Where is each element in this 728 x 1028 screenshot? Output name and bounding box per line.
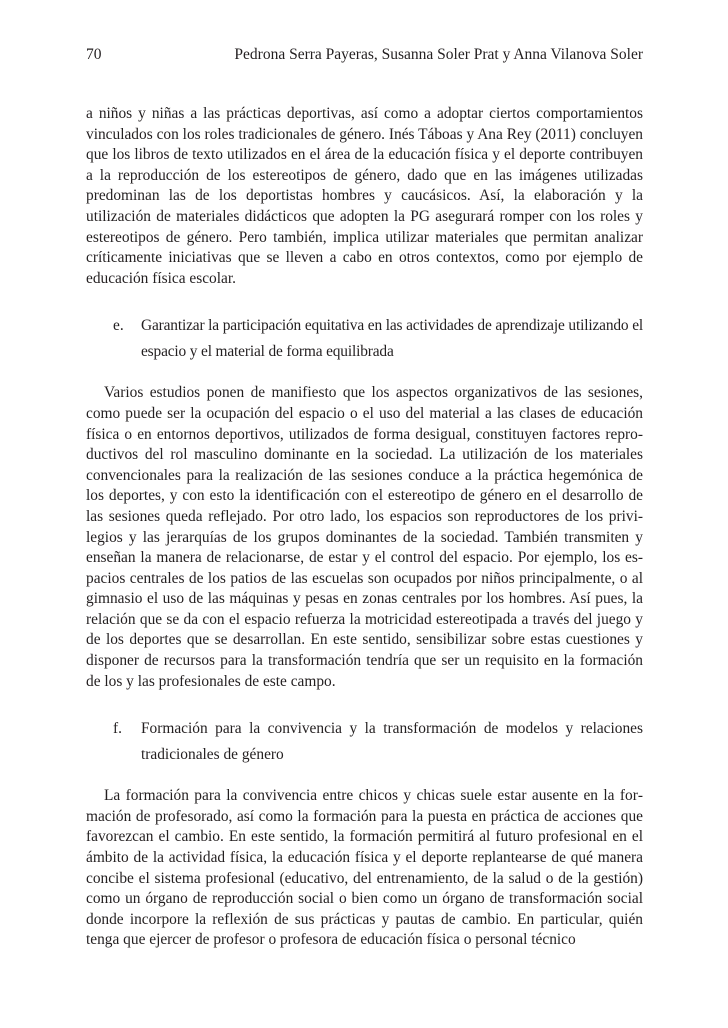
page-number: 70 — [86, 46, 102, 63]
list-item-text: Formación para la convivencia y la transformación de modelos y relaciones tradicionales de género — [141, 720, 643, 763]
running-head: Pedrona Serra Payeras, Susanna Soler Prat y Anna Vilanova Soler — [234, 46, 643, 63]
paragraph-3: La formación para la convivencia entre chicos y chicas suele estar ausente en la formación de profesorado, así como la formación para la puesta en práctica de acciones que favorezcan el cambio. En este sentido, la formación permitirá al futuro profesional en el ámbito de la actividad física, la educación física y el deporte replantearse de qué manera concibe el sistema profesional (educativo, del entrenamiento, de la salud o de la gestión) como un órgano de reproducción social o bien como un órgano de transformación social donde incorpore la reflexión de sus prácticas y pautas de cambio. En particular, quién tenga que ejercer de profesor o profesora de educación física o personal técnico — [86, 787, 643, 949]
list-item-label: e. — [113, 317, 124, 335]
list-item-f — [86, 716, 643, 767]
list-item-label: f. — [113, 720, 122, 738]
page-header — [86, 46, 643, 70]
page-body — [86, 104, 643, 951]
list-item-text: Garantizar la participación equitativa en las actividades de aprendizaje utilizando el espacio y el material de forma equilibrada — [141, 317, 643, 360]
paragraph-2: Varios estudios ponen de manifiesto que los aspectos organizativos de las sesiones, como puede ser la ocupación del espacio o el uso del material a las clases de educación física o en entornos deportivos, utilizados de forma desigual, constituyen factores reproductivos del rol masculino dominante en la sociedad. La utilización de los materiales convencionales para la realización de las sesiones conduce a la práctica hegemónica de los deportes, y con esto la identificación con el estereotipo de género en el desarrollo de las sesiones queda reflejado. Por otro lado, los espacios son reproductores de los privilegios y las jerarquías de los grupos dominantes de la sociedad. También transmiten y enseñan la manera de relacionarse, de estar y el control del espacio. Por ejemplo, los espacios centrales de los patios de las escuelas son ocupados por niños principalmente, o al gimnasio el uso de las máquinas y pesas en zonas centrales por los hombres. Así pues, la relación que se da con el espacio refuerza la motricidad estereotipada a través del juego y de los deportes que se desarrollan. En este sentido, sensibilizar sobre estas cuestiones y disponer de recursos para la transformación tendría que ser un requisito en la formación de los y las profesionales de este campo. — [86, 384, 643, 690]
paragraph-1: a niños y niñas a las prácticas deportivas, así como a adoptar ciertos comportamientos vinculados con los roles tradicionales de género. Inés Táboas y Ana Rey (2011) concluyen que los libros de texto utilizados en el área de la educación física y el deporte contribuyen a la reproducción de los estereotipos de género, dado que en las imágenes utilizadas predominan las de los deportistas hombres y caucásicos. Así, la elaboración y la utilización de materiales didácticos que adopten la PG asegurará romper con los roles y estereotipos de género. Pero también, implica utilizar materiales que permitan analizar críticamente iniciativas que se lleven a cabo en otros contextos, como por ejemplo de educación física escolar. — [86, 105, 643, 287]
list-item-e — [86, 313, 643, 364]
